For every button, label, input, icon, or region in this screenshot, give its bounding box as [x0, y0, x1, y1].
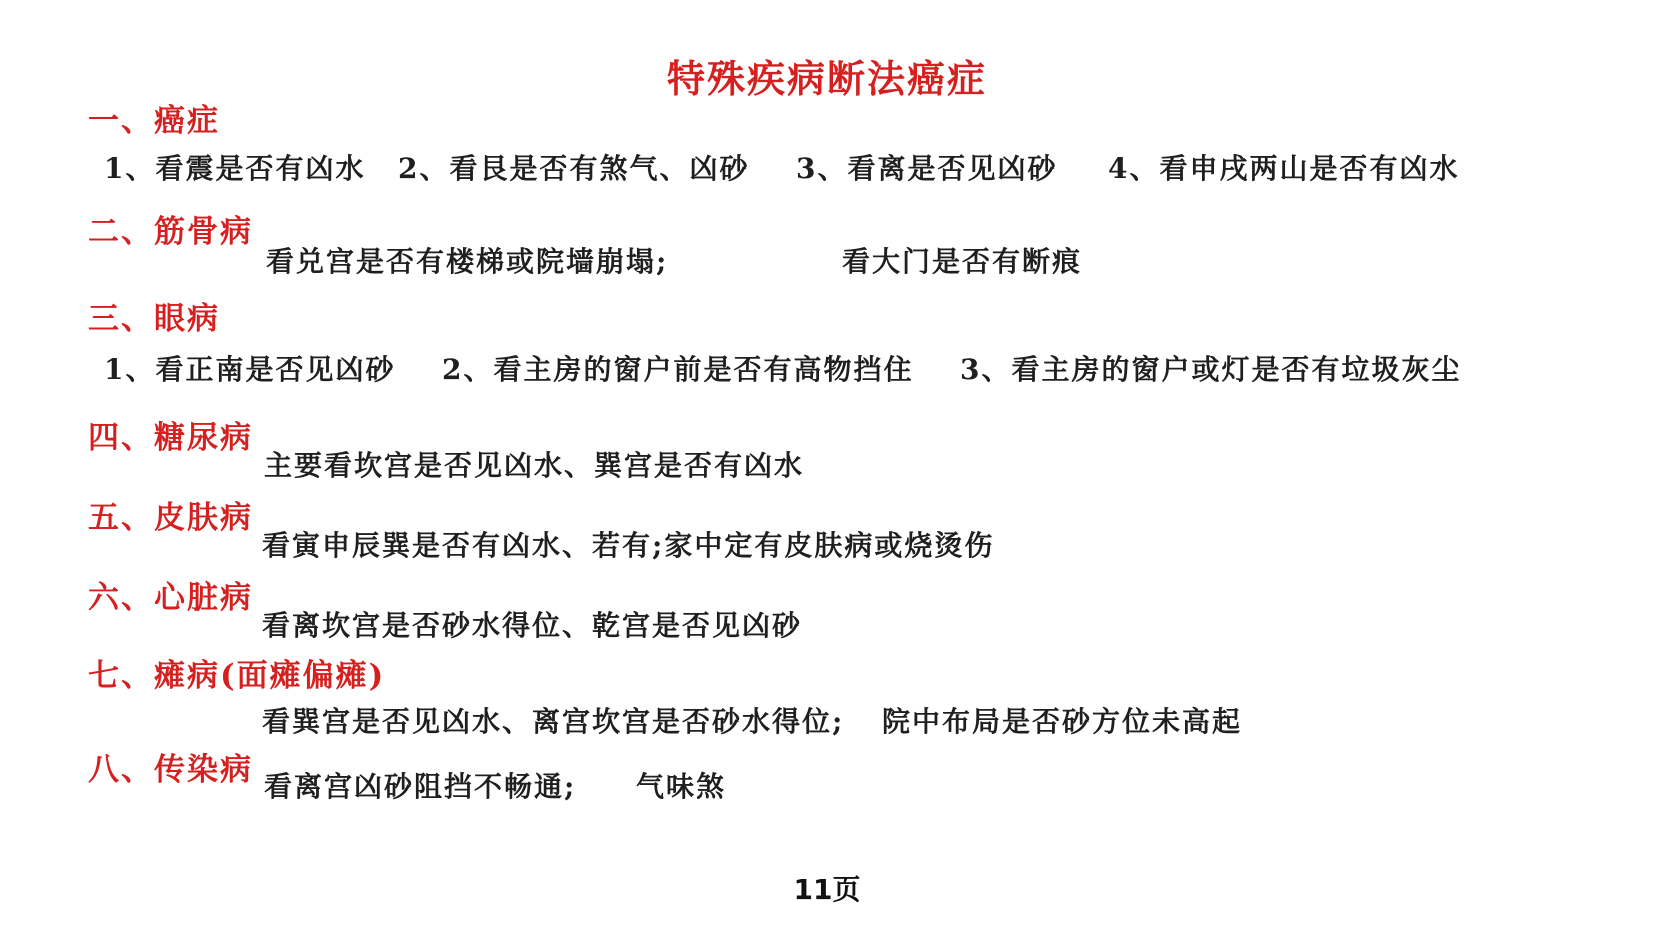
section-heading-skin: 五、皮肤病 — [88, 500, 253, 536]
skin-item-1: 看寅申辰巽是否有凶水、若有;家中定有皮肤病或烧烫伤 — [262, 529, 995, 562]
heart-item-1: 看离坎宫是否砂水得位、乾宫是否见凶砂 — [262, 609, 803, 642]
infectious-item-1: 看离宫凶砂阻挡不畅通; — [264, 770, 577, 803]
page-title: 特殊疾病断法癌症 — [666, 56, 987, 101]
section-heading-bone: 二、筋骨病 — [88, 214, 253, 250]
section-heading-paralysis: 七、瘫病(面瘫偏瘫) — [88, 658, 386, 694]
cancer-item-1: 1、看震是否有凶水 — [104, 152, 366, 185]
eye-item-3: 3、看主房的窗户或灯是否有垃圾灰尘 — [960, 353, 1462, 386]
page-number: 11页 — [793, 873, 861, 906]
paralysis-item-1: 看巽宫是否见凶水、离宫坎宫是否砂水得位; — [262, 705, 845, 738]
bone-item-2: 看大门是否有断痕 — [842, 245, 1083, 278]
bone-item-1: 看兑宫是否有楼梯或院墙崩塌; — [266, 245, 669, 278]
cancer-item-3: 3、看离是否见凶砂 — [796, 152, 1058, 185]
eye-item-1: 1、看正南是否见凶砂 — [104, 353, 396, 386]
diabetes-item-1: 主要看坎宫是否见凶水、巽宫是否有凶水 — [264, 449, 805, 482]
cancer-item-2: 2、看艮是否有煞气、凶砂 — [398, 152, 750, 185]
section-heading-heart: 六、心脏病 — [88, 580, 253, 616]
section-heading-infectious: 八、传染病 — [88, 752, 253, 788]
cancer-item-4: 4、看申戌两山是否有凶水 — [1108, 152, 1460, 185]
section-heading-cancer: 一、癌症 — [88, 103, 220, 139]
infectious-item-2: 气味煞 — [636, 770, 727, 803]
eye-item-2: 2、看主房的窗户前是否有高物挡住 — [442, 353, 914, 386]
section-heading-diabetes: 四、糖尿病 — [88, 420, 253, 456]
paralysis-item-2: 院中布局是否砂方位未高起 — [882, 705, 1243, 738]
section-heading-eye: 三、眼病 — [88, 301, 220, 337]
